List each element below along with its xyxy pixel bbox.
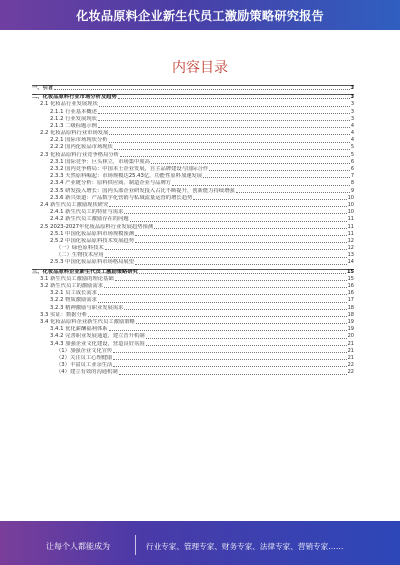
report-title: 化妆品原料企业新生代员工激励策略研究报告 xyxy=(76,8,324,23)
toc-leader-dots xyxy=(113,352,346,353)
toc-entry[interactable] xyxy=(32,305,354,312)
toc-entry[interactable] xyxy=(32,333,354,340)
toc-leader-dots xyxy=(139,273,346,274)
toc-leader-dots xyxy=(119,374,347,375)
toc-leader-dots xyxy=(203,177,350,178)
toc-entry[interactable] xyxy=(32,202,354,209)
toc-entry[interactable] xyxy=(32,276,354,283)
toc-page-number: 21 xyxy=(347,354,354,361)
toc-entry[interactable] xyxy=(32,224,354,231)
toc-page-number: 11 xyxy=(347,230,354,237)
toc-leader-dots xyxy=(88,316,346,317)
toc-leader-dots xyxy=(146,338,347,339)
toc-page-number: 11 xyxy=(347,223,354,230)
toc-leader-dots xyxy=(124,213,346,214)
toc-entry[interactable] xyxy=(32,130,354,137)
footer-divider xyxy=(135,535,136,555)
toc-entry-text: 三、化妆品原料企业新生代员工激励策略研究 xyxy=(32,268,138,275)
toc-entry[interactable] xyxy=(32,290,354,297)
toc-entry[interactable] xyxy=(32,152,354,159)
toc-entry[interactable] xyxy=(32,312,354,319)
toc-entry-text: 2.4.2 新生代员工激励存在的问题 xyxy=(50,216,129,223)
toc-entry[interactable] xyxy=(32,245,354,252)
toc-entry[interactable] xyxy=(32,173,354,180)
toc-page-number: 3 xyxy=(350,84,354,91)
toc-entry[interactable] xyxy=(32,137,354,144)
toc-leader-dots xyxy=(154,228,346,229)
toc-entry-text: （1）加强企业文化宣传 xyxy=(56,347,113,354)
toc-page-number: 8 xyxy=(350,180,354,187)
toc-entry[interactable] xyxy=(32,326,354,333)
toc-entry-text: （二）生物技术应用 xyxy=(56,252,104,259)
toc-entry[interactable] xyxy=(32,269,354,276)
toc-leader-dots xyxy=(130,221,347,222)
toc-entry[interactable] xyxy=(32,297,354,304)
toc-leader-dots xyxy=(109,330,347,331)
toc-entry[interactable] xyxy=(32,216,354,223)
toc-page-number: 7 xyxy=(350,173,354,180)
toc-page-number: 5 xyxy=(350,151,354,158)
toc-leader-dots xyxy=(98,302,347,303)
toc-entry-text: 3.4.1 优化薪酬福利体系 xyxy=(50,326,108,333)
toc-page-number: 10 xyxy=(347,209,354,216)
footer-banner xyxy=(0,521,400,565)
toc-entry[interactable] xyxy=(32,260,354,267)
toc-entry-text: 2.3.1 国际竞争：巨头林立，市场集中度高 xyxy=(50,158,150,165)
toc-entry-text: （3）丰富员工业余生活 xyxy=(56,362,113,369)
toc-leader-dots xyxy=(98,113,350,114)
toc-leader-dots xyxy=(136,323,347,324)
toc-leader-dots xyxy=(193,199,346,200)
toc-page-number: 11 xyxy=(347,216,354,223)
toc-entry[interactable] xyxy=(32,231,354,238)
toc-entry-text: 2.5 2023-2027年化妆品原料行业发展趋势预测 xyxy=(40,223,154,230)
toc-leader-dots xyxy=(135,242,347,243)
toc-page-number: 12 xyxy=(347,245,354,252)
toc-leader-dots xyxy=(113,359,346,360)
toc-leader-dots xyxy=(209,170,350,171)
toc-entry-text: 2.3.3 天然原料崛起：市场规模达25.43亿，功能性原料加速发展 xyxy=(50,173,203,180)
toc-page-number: 21 xyxy=(347,347,354,354)
toc-entry[interactable] xyxy=(32,369,354,376)
toc-page-number: 19 xyxy=(347,326,354,333)
toc-leader-dots xyxy=(236,192,350,193)
toc-leader-dots xyxy=(99,106,350,107)
toc-page-number: 4 xyxy=(350,122,354,129)
toc-leader-dots xyxy=(98,127,350,128)
toc-entry-text: 2.1.1 行业基本概述 xyxy=(50,108,97,115)
toc-leader-dots xyxy=(114,149,350,150)
toc-page-number: 19 xyxy=(347,318,354,325)
toc-page-number: 5 xyxy=(350,144,354,151)
toc-entry[interactable] xyxy=(32,180,354,187)
toc-leader-dots xyxy=(98,120,350,121)
toc-entry[interactable] xyxy=(32,85,354,92)
toc-entry[interactable] xyxy=(32,116,354,123)
toc-leader-dots xyxy=(113,366,346,367)
toc-entry-text: 一、引言 xyxy=(32,84,54,91)
toc-page-number: 3 xyxy=(350,101,354,108)
toc-entry-text: 3.1 新生代员工激励的理论基础 xyxy=(40,275,114,282)
toc-leader-dots xyxy=(98,294,347,295)
toc-entry-text: 3.2.3 精神激励与职业发展需求 xyxy=(50,304,124,311)
toc-entry-text: 2.5.1 中国化妆品原料市场规模预测 xyxy=(50,230,135,237)
toc-entry-text: 2.1.2 行业发展现状 xyxy=(50,115,97,122)
toc-entry-text: 3.4.2 完善职业发展通道，建立晋升机制 xyxy=(50,333,145,340)
toc-page-number: 22 xyxy=(347,369,354,376)
toc-entry[interactable] xyxy=(32,283,354,290)
toc-entry[interactable] xyxy=(32,109,354,116)
toc-leader-dots xyxy=(115,280,347,281)
toc-entry-text: 2.4.1 新生代员工的特征与需求 xyxy=(50,209,124,216)
toc-page-number: 3 xyxy=(350,94,354,101)
toc-page-number: 12 xyxy=(347,237,354,244)
toc-entry[interactable] xyxy=(32,362,354,369)
toc-entry-text: 2.2.2 国内化妆品市场现状 xyxy=(50,144,113,151)
toc-entry[interactable] xyxy=(32,209,354,216)
toc-leader-dots xyxy=(105,249,347,250)
toc-leader-dots xyxy=(120,156,350,157)
toc-leader-dots xyxy=(151,163,350,164)
toc-entry-text: 3.4 化妆品原料企业新生代员工激励策略 xyxy=(40,318,135,325)
toc-entry-text: 2.2 化妆品原料行业市场发展 xyxy=(40,130,109,137)
toc-entry-text: 2.5.2 中国化妆品原料技术发展趋势 xyxy=(50,237,135,244)
toc-page-number: 6 xyxy=(350,166,354,173)
toc-entry-text: 2.4 新生代员工激励现状研究 xyxy=(40,201,109,208)
toc-page-number: 16 xyxy=(347,283,354,290)
toc-page-number: 18 xyxy=(347,304,354,311)
toc-entry[interactable] xyxy=(32,341,354,348)
header-banner xyxy=(0,0,400,30)
toc-entry[interactable] xyxy=(32,355,354,362)
toc-leader-dots xyxy=(105,257,347,258)
toc-leader-dots xyxy=(118,98,350,99)
toc-entry-text: 3.4.3 加强企业文化建设，营造良好氛围 xyxy=(50,340,145,347)
toc-entry[interactable] xyxy=(32,159,354,166)
toc-entry-text: 2.1.3 二级标题示例 xyxy=(50,122,97,129)
toc-entry[interactable] xyxy=(32,94,354,101)
toc-page-number: 15 xyxy=(347,268,354,275)
toc-entry[interactable] xyxy=(32,252,354,259)
toc-entry-text: 2.3.4 产业链分析：原料供应商、制造企业与品牌方 xyxy=(50,180,172,187)
toc-entry[interactable] xyxy=(32,188,354,195)
footer-slogan-right: 行业专家、管理专家、财务专家、法律专家、营销专家…… xyxy=(146,542,344,551)
toc-entry-text: 2.2.1 国际市场现状分析 xyxy=(50,137,108,144)
toc-entry-text: （一）绿色原料技术 xyxy=(56,245,104,252)
toc-entry-text: 2.1 化妆品行业发展现状 xyxy=(40,101,98,108)
toc-entry-text: （2）关注员工心理健康 xyxy=(56,354,113,361)
toc-page-number: 10 xyxy=(347,194,354,201)
toc-entry-text: （4）建立有效的沟通机制 xyxy=(56,369,118,376)
toc-entry-text: 2.3.5 研发投入增长：国内头部企业研发投入占比不断提升，创新能力持续增强 xyxy=(50,187,235,194)
toc-page-number: 16 xyxy=(347,290,354,297)
toc-page-number: 3 xyxy=(350,115,354,122)
toc-entry[interactable] xyxy=(32,101,354,108)
toc-entry-text: 2.5.3 中国化妆品原料市场格局展望 xyxy=(50,259,135,266)
footer-slogan-left: 让每个人都能成为 xyxy=(46,542,110,551)
toc-entry-text: 2.3 化妆品原料行业竞争格局分析 xyxy=(40,151,119,158)
toc-entry[interactable] xyxy=(32,348,354,355)
toc-page-number: 22 xyxy=(347,362,354,369)
toc-leader-dots xyxy=(135,264,347,265)
toc-page-number: 4 xyxy=(350,137,354,144)
toc-entry-text: 3.2 新生代员工的激励需求 xyxy=(40,283,104,290)
toc-page-number: 18 xyxy=(347,311,354,318)
toc-entry-text: 3.2.1 员工成长需求 xyxy=(50,290,97,297)
toc-title: 内容目录 xyxy=(172,60,228,76)
toc-leader-dots xyxy=(146,345,347,346)
toc-page-number: 20 xyxy=(347,333,354,340)
toc-page-number: 14 xyxy=(347,259,354,266)
toc-entry-text: 3.2.2 物质激励需求 xyxy=(50,297,97,304)
toc-entry-text: 二、化妆品原料行业市场分析及趋势 xyxy=(32,94,117,101)
toc-leader-dots xyxy=(109,134,349,135)
toc-page-number: 9 xyxy=(350,187,354,194)
toc-page-number: 21 xyxy=(347,340,354,347)
toc-leader-dots xyxy=(109,206,346,207)
toc-leader-dots xyxy=(135,235,347,236)
toc-entry-text: 3.3 实证：数据分析 xyxy=(40,311,88,318)
toc-leader-dots xyxy=(54,89,349,90)
table-of-contents xyxy=(32,85,354,377)
toc-entry[interactable] xyxy=(32,145,354,152)
toc-entry[interactable] xyxy=(32,319,354,326)
toc-page-number: 15 xyxy=(347,275,354,282)
toc-page-number: 10 xyxy=(347,201,354,208)
toc-entry[interactable] xyxy=(32,123,354,130)
toc-page-number: 3 xyxy=(350,108,354,115)
toc-leader-dots xyxy=(104,287,347,288)
toc-entry-text: 2.3.6 新兴渠道：产品数字化营销与私域流量运营的增长趋势 xyxy=(50,194,193,201)
toc-entry[interactable] xyxy=(32,195,354,202)
toc-page-number: 4 xyxy=(350,130,354,137)
toc-leader-dots xyxy=(109,142,350,143)
toc-page-number: 13 xyxy=(347,252,354,259)
toc-leader-dots xyxy=(124,309,346,310)
toc-entry[interactable] xyxy=(32,166,354,173)
toc-page-number: 6 xyxy=(350,158,354,165)
toc-entry-text: 2.3.2 国内竞争格局：中国本土企业发展，自主品牌建设与国际合作 xyxy=(50,166,209,173)
toc-leader-dots xyxy=(172,185,350,186)
toc-page-number: 17 xyxy=(347,297,354,304)
toc-entry[interactable] xyxy=(32,238,354,245)
